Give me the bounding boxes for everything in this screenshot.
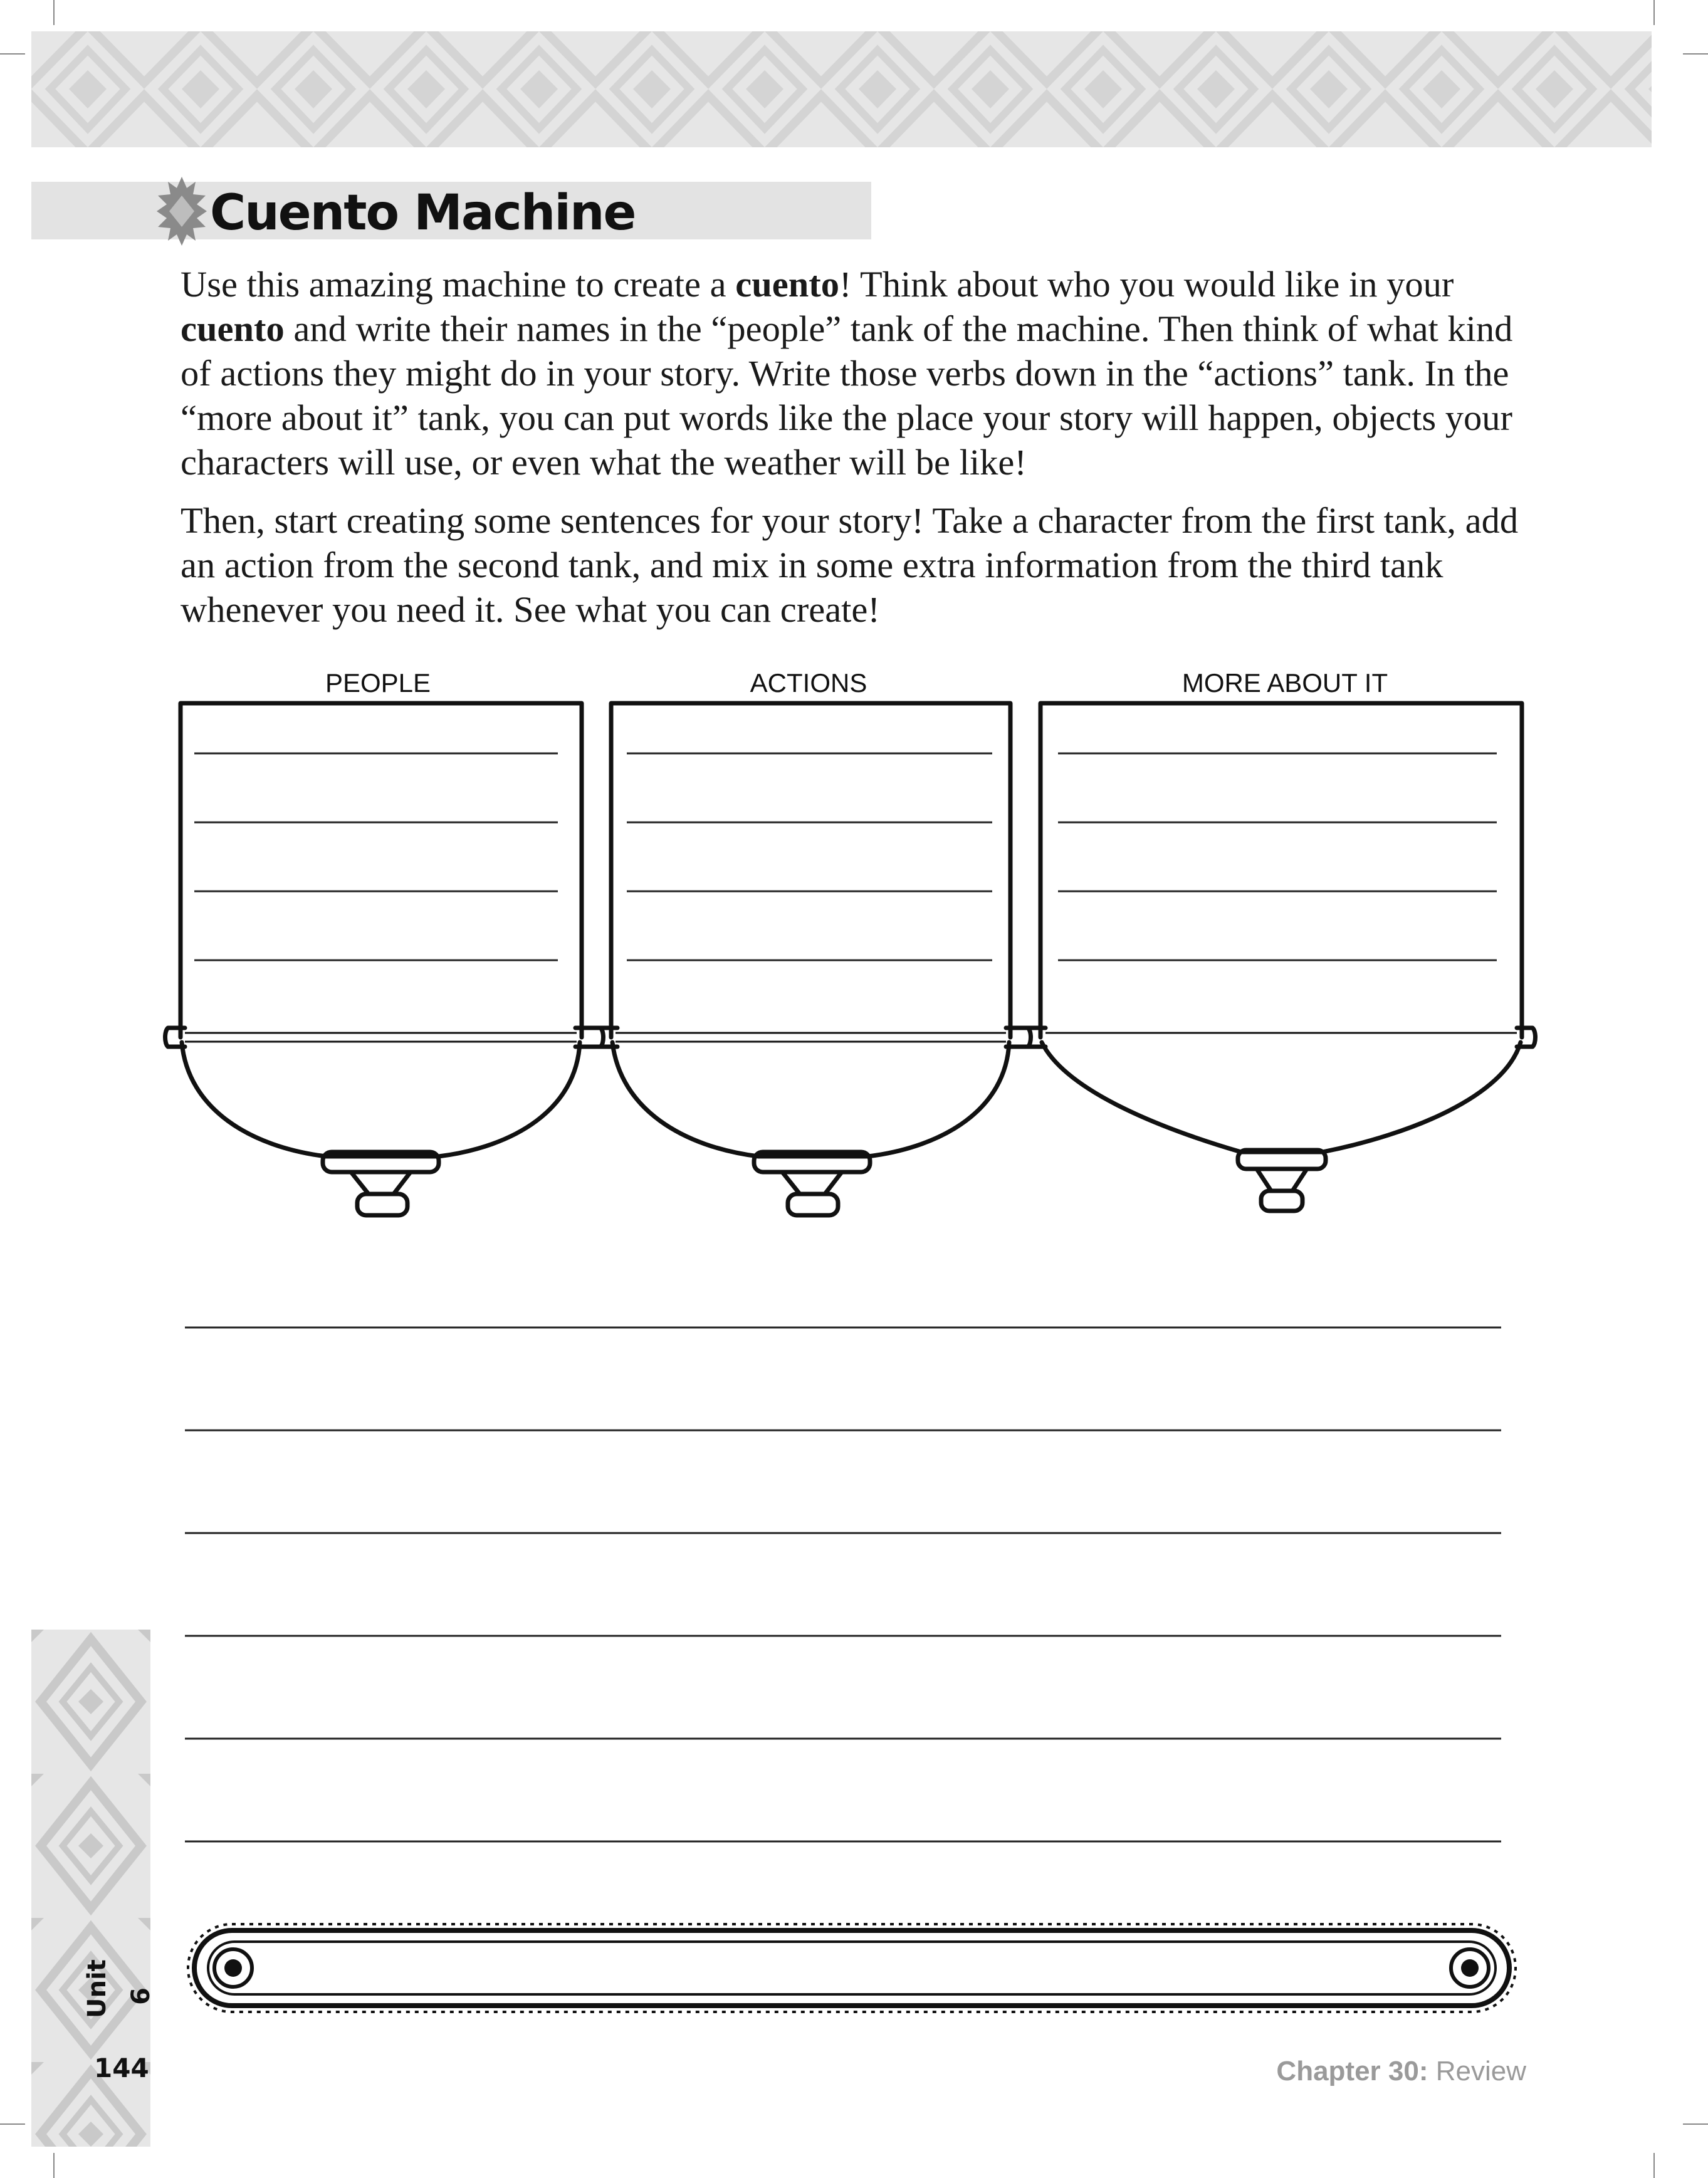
instructions-text: and write their names in the “people” tank of the machine. Then think of what kind of actions they might do in your story. Write those verbs down in the “actions” tank. In the “more about it” tank, you can put words like the place your story will happen, objects your characters will use, or even what the weather will be like! (181, 308, 1513, 483)
tank-label-actions: ACTIONS (750, 668, 867, 698)
tank-labels (0, 0, 1708, 752)
instructions-text: ! Think about who you would like in your (839, 264, 1454, 305)
tank-writing-lines (194, 753, 1497, 960)
instructions-emphasis: cuento (181, 308, 285, 349)
tank-label-people: PEOPLE (325, 668, 431, 698)
conveyor-wheel-icon (1451, 1949, 1489, 1987)
instructions-emphasis: cuento (735, 264, 839, 305)
chapter-title: Review (1428, 2056, 1526, 2086)
tank-people (181, 703, 582, 1215)
instructions-paragraph-2: Then, start creating some sentences for your story! Take a character from the first tank, add an action from the second tank, and mix in some extra information from the third tank whenever you need it. See what you can create! (181, 500, 1519, 630)
sentence-writing-lines (185, 1327, 1501, 1841)
chapter-label: Chapter 30: (1276, 2056, 1428, 2086)
tank-actions (611, 703, 1010, 1215)
conveyor-belt (188, 1924, 1516, 2012)
crop-mark (53, 2153, 55, 2178)
crop-mark (1653, 2153, 1655, 2178)
page-number: 144 (94, 2053, 149, 2083)
crop-mark (0, 2123, 25, 2125)
page-title: Cuento Machine (210, 185, 636, 241)
unit-label: Unit 6 (83, 1959, 155, 2018)
conveyor-wheel-icon (214, 1949, 252, 1987)
tank-more-about-it (1040, 703, 1522, 1211)
instructions-text: Use this amazing machine to create a (181, 264, 736, 305)
crop-mark (1683, 2123, 1708, 2125)
tank-label-more-about-it: MORE ABOUT IT (1181, 668, 1388, 698)
chapter-footer (1276, 2056, 1526, 2087)
